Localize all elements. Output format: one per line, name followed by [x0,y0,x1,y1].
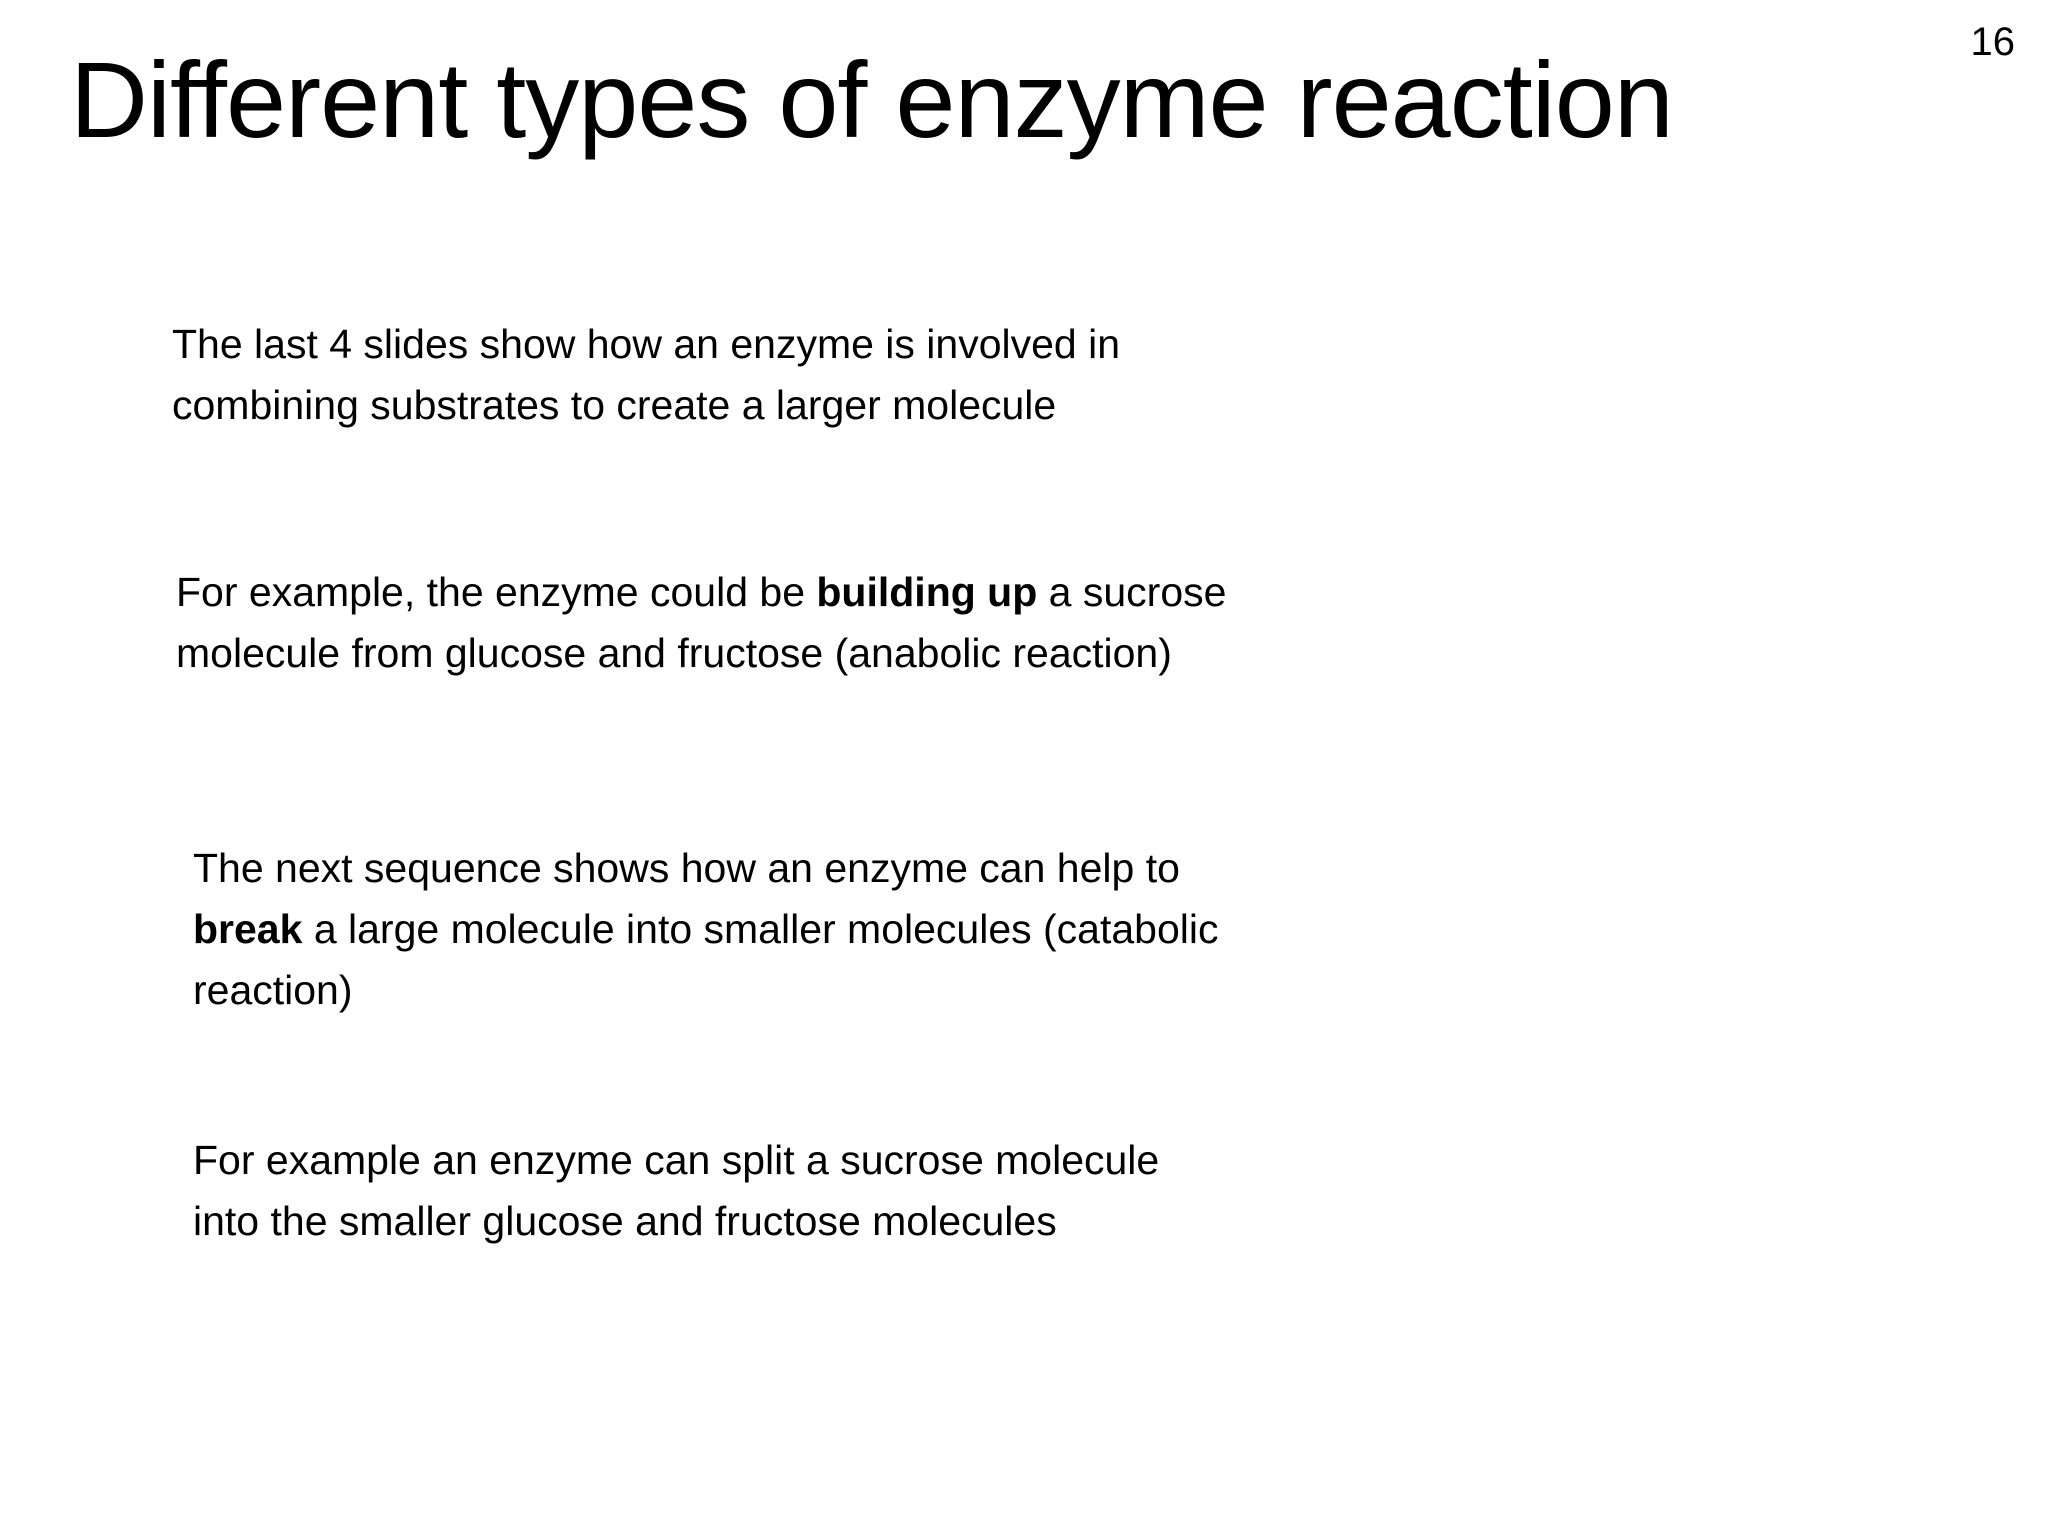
paragraph-line: into the smaller glucose and fructose molecules [193,1198,1057,1244]
paragraph-line-end: a sucrose [1037,569,1227,615]
paragraph-line: combining substrates to create a larger molecule [172,382,1057,428]
paragraph-line: The next sequence shows how an enzyme can help to [193,845,1180,891]
slide-title: Different types of enzyme reaction [70,39,1673,160]
paragraph-line-start: For example, the enzyme could be [176,569,817,615]
paragraph-catabolic-example [193,1130,1159,1252]
paragraph-last-slides [172,314,1120,436]
paragraph-next-sequence [193,838,1219,1021]
paragraph-line: reaction) [193,967,353,1013]
paragraph-line: molecule from glucose and fructose (anabolic reaction) [176,630,1172,676]
paragraph-line: The last 4 slides show how an enzyme is involved in [172,321,1121,367]
emphasis-building-up: building up [816,569,1038,615]
paragraph-anabolic-example [176,562,1226,684]
emphasis-break: break [193,906,303,952]
paragraph-line: For example an enzyme can split a sucrose molecule [193,1137,1160,1183]
slide-number: 16 [1970,20,2015,64]
paragraph-line-end: a large molecule into smaller molecules (catabolic [302,906,1219,952]
